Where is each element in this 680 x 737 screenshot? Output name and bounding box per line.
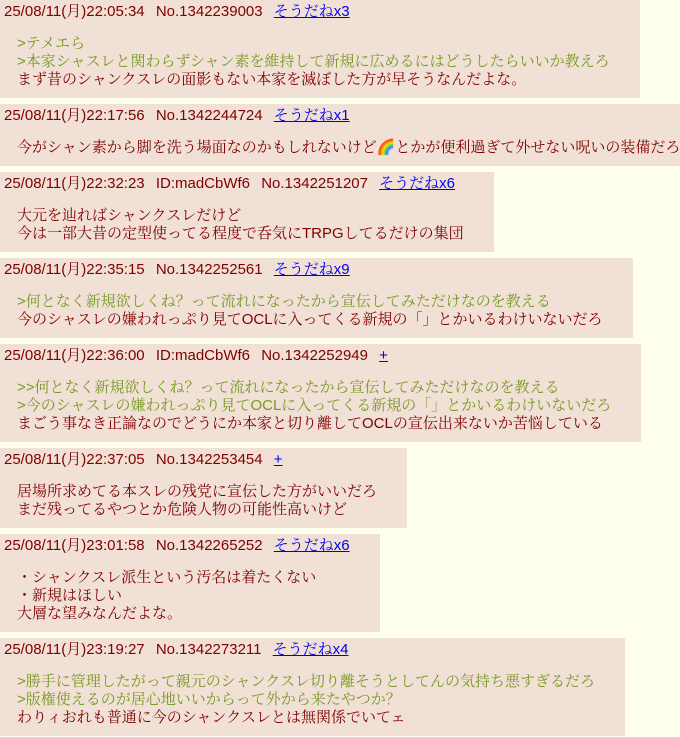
post-datetime: 25/08/11(月)22:05:34 <box>4 3 145 20</box>
post-reaction-link[interactable]: そうだねx1 <box>273 107 350 124</box>
post-text-line: まず昔のシャンクスレの面影もない本家を滅ぼした方が早そうなんだよな。 <box>17 71 527 88</box>
post-reaction-link[interactable]: + <box>273 451 283 468</box>
post-text-line: わりィおれも普通に今のシャンクスレとは無関係でいてェ <box>17 709 406 726</box>
post-text-line: ・新規はほしい <box>17 587 123 604</box>
post-reaction-link[interactable]: そうだねx3 <box>273 3 350 20</box>
post <box>0 344 641 442</box>
post-number: No.1342244724 <box>155 107 263 124</box>
post-text-line: 今は一部大昔の定型使ってる程度で呑気にTRPGしてるだけの集団 <box>17 225 464 242</box>
post-body <box>17 207 464 243</box>
post-text-line: 大層な望みなんだよな。 <box>17 605 183 622</box>
post-header <box>4 3 610 21</box>
post-quote-line: >テメエら <box>17 35 86 52</box>
post-reaction-link[interactable]: + <box>379 347 388 364</box>
post-id: ID:madCbWf6 <box>155 175 251 192</box>
post <box>0 638 625 736</box>
post-header <box>4 107 650 125</box>
post-body <box>17 379 611 433</box>
post-reaction-link[interactable]: そうだねx6 <box>273 537 350 554</box>
post-datetime: 25/08/11(月)23:01:58 <box>4 537 145 554</box>
post-datetime: 25/08/11(月)22:36:00 <box>4 347 145 364</box>
post-quote-line: >>何となく新規欲しくね？って流れになったから宣伝してみただけなのを教える <box>17 379 560 396</box>
post-quote-line: >今のシャスレの嫌われっぷり見てOCLに入ってくる新規の「」とかいるわけいないだろ <box>17 397 612 414</box>
post-reaction-link[interactable]: そうだねx4 <box>272 641 349 658</box>
post <box>0 448 407 528</box>
post-text-line: 居場所求めてる本スレの残党に宣伝した方がいいだろ <box>17 483 378 500</box>
post-body <box>17 35 610 89</box>
post-datetime: 25/08/11(月)22:37:05 <box>4 451 145 468</box>
post-quote-line: >何となく新規欲しくね？って流れになったから宣伝してみただけなのを教える <box>17 293 551 310</box>
post <box>0 0 640 98</box>
post-number: No.1342273211 <box>155 641 262 658</box>
post <box>0 104 680 166</box>
post-id: ID:madCbWf6 <box>155 347 251 364</box>
post-body <box>17 483 377 519</box>
post <box>0 258 633 338</box>
post-text-line: まだ残ってるやつとか危険人物の可能性高いけど <box>17 501 348 518</box>
post-header <box>4 451 377 469</box>
post-quote-line: >勝手に管理したがって親元のシャンクスレ切り離そうとしてんの気持ち悪すぎるだろ <box>17 673 596 690</box>
post-quote-line: >版権使えるのが居心地いいからって外から来たやつか？ <box>17 691 401 708</box>
post-number: No.1342239003 <box>155 3 263 20</box>
post-text-line: まごう事なき正論なのでどうにか本家と切り離してOCLの宣伝出来ないか苦悩している <box>17 415 603 432</box>
post-header <box>4 261 603 279</box>
post-quote-line: >本家シャスレと関わらずシャン素を維持して新規に広めるにはどうしたらいいか教えろ <box>17 53 610 70</box>
post-number: No.1342252561 <box>155 261 263 278</box>
post-datetime: 25/08/11(月)23:19:27 <box>4 641 145 658</box>
post-text-line: 今のシャスレの嫌われっぷり見てOCLに入ってくる新規の「」とかいるわけいないだろ <box>17 311 603 328</box>
post-number: No.1342265252 <box>155 537 263 554</box>
post-header <box>4 175 464 193</box>
post-datetime: 25/08/11(月)22:17:56 <box>4 107 145 124</box>
post-body <box>17 139 680 157</box>
post-header <box>4 537 350 555</box>
post-header <box>4 347 611 365</box>
post-text-line: 大元を辿ればシャンクスレだけど <box>17 207 242 224</box>
post-number: No.1342252949 <box>261 347 368 364</box>
post-datetime: 25/08/11(月)22:35:15 <box>4 261 145 278</box>
post <box>0 534 380 632</box>
post <box>0 172 494 252</box>
post-body <box>17 293 603 329</box>
post-reaction-link[interactable]: そうだねx9 <box>273 261 350 278</box>
post-number: No.1342251207 <box>261 175 368 192</box>
post-text-line: ・シャンクスレ派生という汚名は着たくない <box>17 569 317 586</box>
post-number: No.1342253454 <box>155 451 263 468</box>
post-datetime: 25/08/11(月)22:32:23 <box>4 175 145 192</box>
post-body <box>17 569 350 623</box>
post-reaction-link[interactable]: そうだねx6 <box>379 175 455 192</box>
post-body <box>17 673 595 727</box>
post-header <box>4 641 595 659</box>
post-text-line: 今がシャン素から脚を洗う場面なのかもしれないけど🌈とかが便利過ぎて外せない呪いの装備だろ <box>17 139 680 156</box>
